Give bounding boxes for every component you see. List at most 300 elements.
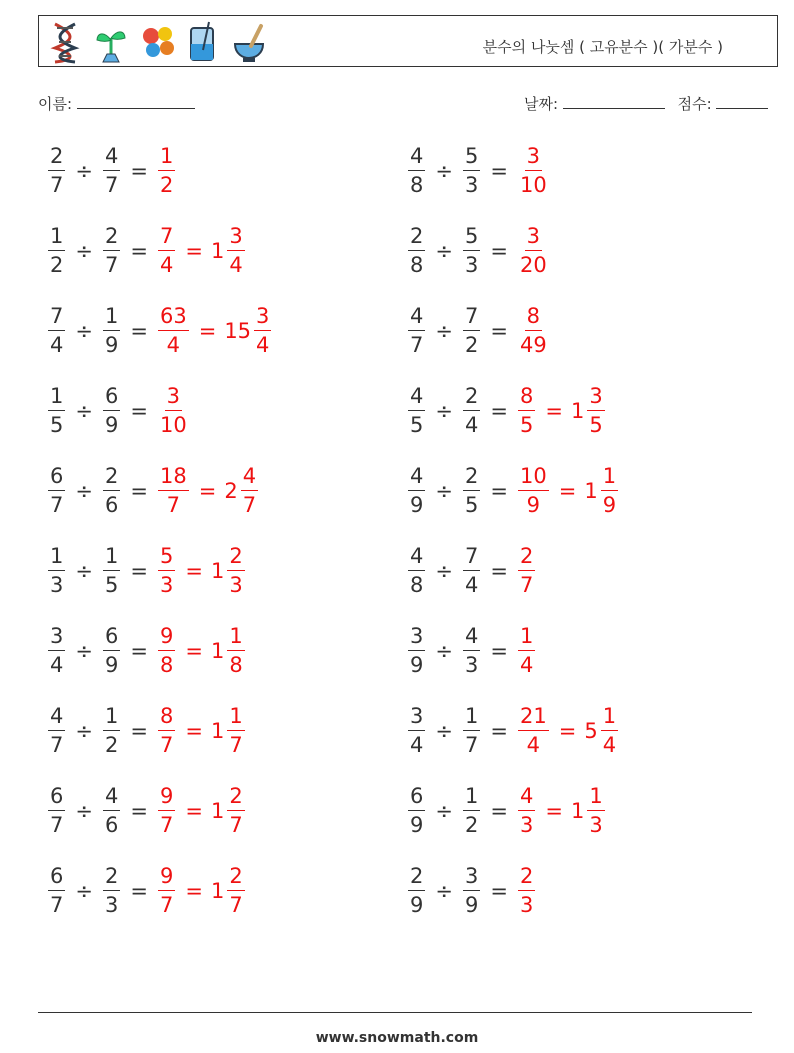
divide-sign: ÷ [75,319,93,343]
header-icons [47,20,267,64]
dividend-fraction-denominator: 7 [50,493,64,517]
equals-sign-answer: = [185,879,203,903]
divisor-fraction [463,466,480,516]
answer-fraction-denominator: 4 [526,733,541,757]
divisor-fraction-denominator: 2 [104,733,119,757]
divisor-fraction-numerator: 1 [103,546,120,571]
mixed-fraction-numerator: 4 [241,466,258,491]
equals-sign-answer: = [185,239,203,263]
equals-sign: = [490,799,508,823]
mixed-whole: 1 [210,799,225,823]
equals-sign: = [130,719,148,743]
problem-13 [46,626,247,676]
dividend-fraction-denominator: 5 [50,413,64,437]
mixed-fraction-numerator: 1 [227,626,244,651]
equals-sign: = [490,479,508,503]
dividend-fraction-numerator: 3 [408,626,425,651]
answer-fraction-numerator: 3 [525,226,542,251]
equals-sign: = [130,559,148,583]
answer-fraction [158,306,189,356]
dividend-fraction-numerator: 4 [408,146,425,171]
problem-15 [46,706,247,756]
mixed-fraction [227,706,244,756]
answer-fraction-denominator: 4 [159,253,174,277]
dividend-fraction [48,466,65,516]
worksheet-title: 분수의 나눗셈 ( 고유분수 )( 가분수 ) [482,38,723,56]
answer-fraction-denominator: 3 [519,813,534,837]
dividend-fraction-numerator: 1 [48,226,65,251]
answer-fraction-denominator: 5 [519,413,534,437]
answer-fraction-numerator: 8 [158,706,175,731]
divide-sign: ÷ [435,559,453,583]
equals-sign: = [130,319,148,343]
dividend-fraction-denominator: 9 [410,493,424,517]
answer-fraction [158,706,175,756]
divisor-fraction-numerator: 1 [463,706,480,731]
divisor-fraction [463,306,480,356]
dividend-fraction-denominator: 7 [50,893,64,917]
mixed-fraction-numerator: 1 [587,786,604,811]
mixed-whole: 1 [570,399,585,423]
answer-fraction [518,226,549,276]
equals-sign: = [130,159,148,183]
problem-12 [406,546,537,596]
mixed-fraction [601,706,618,756]
answer-fraction [518,626,535,676]
problem-11 [46,546,247,596]
answer-fraction [518,146,549,196]
answer-fraction-numerator: 4 [518,786,535,811]
equals-sign-answer: = [185,719,203,743]
answer-fraction-numerator: 10 [518,466,549,491]
dividend-fraction-denominator: 2 [50,253,64,277]
divisor-fraction-numerator: 6 [103,626,120,651]
mixed-fraction [241,466,258,516]
equals-sign: = [490,639,508,663]
equals-sign-answer: = [558,479,577,503]
answer-fraction-denominator: 10 [519,173,547,197]
divide-sign: ÷ [435,399,453,423]
mixed-whole: 1 [210,559,225,583]
answer-fraction [518,466,549,516]
problem-9 [46,466,260,516]
divisor-fraction-denominator: 5 [104,573,119,597]
mixed-fraction-numerator: 3 [254,306,271,331]
mixed-fraction-denominator: 3 [229,573,243,597]
mixed-fraction [601,466,618,516]
problem-19 [46,866,247,916]
dividend-fraction [48,306,65,356]
mixed-whole: 15 [224,319,252,343]
divisor-fraction [103,626,120,676]
dividend-fraction-denominator: 7 [50,813,64,837]
answer-fraction [518,306,549,356]
dividend-fraction-numerator: 6 [48,866,65,891]
dividend-fraction [408,786,425,836]
divisor-fraction [463,146,480,196]
dividend-fraction-denominator: 9 [410,813,424,837]
problem-20 [406,866,537,916]
answer-fraction-numerator: 21 [518,706,549,731]
divide-sign: ÷ [435,879,453,903]
dividend-fraction [408,466,425,516]
dividend-fraction [48,706,65,756]
divisor-fraction [463,786,480,836]
dividend-fraction [408,226,425,276]
dividend-fraction [48,866,65,916]
mixed-fraction-numerator: 1 [601,706,618,731]
answer-fraction [158,626,175,676]
dividend-fraction-numerator: 1 [48,386,65,411]
equals-sign: = [130,639,148,663]
problem-2 [406,146,551,196]
dividend-fraction-numerator: 4 [48,706,65,731]
mixed-fraction [227,226,244,276]
answer-fraction-numerator: 8 [518,386,535,411]
date-field [524,93,768,114]
equals-sign-answer: = [185,799,203,823]
divide-sign: ÷ [75,719,93,743]
divisor-fraction-numerator: 3 [463,866,480,891]
problem-6 [406,306,551,356]
answer-fraction-numerator: 18 [158,466,189,491]
dividend-fraction [48,226,65,276]
name-field [38,93,195,114]
dividend-fraction-denominator: 3 [50,573,64,597]
dividend-fraction [408,706,425,756]
dividend-fraction [48,146,65,196]
equals-sign: = [130,239,148,263]
answer-fraction-numerator: 7 [158,226,175,251]
equals-sign: = [130,399,148,423]
dividend-fraction [408,306,425,356]
mixed-fraction-denominator: 9 [602,493,617,517]
score-label: 점수: [677,95,712,113]
divisor-fraction [463,866,480,916]
dividend-fraction-numerator: 2 [408,226,425,251]
dividend-fraction-denominator: 5 [410,413,424,437]
answer-fraction [158,226,175,276]
divisor-fraction [103,546,120,596]
equals-sign: = [490,879,508,903]
divisor-fraction [103,306,120,356]
dividend-fraction-denominator: 4 [410,733,424,757]
divisor-fraction-denominator: 9 [104,413,119,437]
divisor-fraction [103,386,120,436]
problem-10 [406,466,620,516]
dividend-fraction-numerator: 2 [408,866,425,891]
mixed-fraction [254,306,271,356]
mixed-fraction-denominator: 7 [229,733,243,757]
divisor-fraction-numerator: 6 [103,386,120,411]
answer-fraction-numerator: 1 [518,626,535,651]
dividend-fraction-denominator: 9 [410,893,424,917]
divisor-fraction-denominator: 3 [464,653,479,677]
name-blank[interactable] [77,94,195,109]
equals-sign: = [490,159,508,183]
equals-sign-answer: = [185,639,203,663]
equals-sign: = [130,479,148,503]
divisor-fraction [103,146,120,196]
answer-fraction-numerator: 9 [158,866,175,891]
dividend-fraction-denominator: 7 [50,173,64,197]
answer-fraction-denominator: 3 [159,573,174,597]
dividend-fraction-denominator: 8 [410,173,424,197]
divisor-fraction-denominator: 9 [104,333,119,357]
divide-sign: ÷ [435,639,453,663]
date-label: 날짜: [524,95,559,113]
divisor-fraction-denominator: 2 [464,333,479,357]
divisor-fraction-numerator: 4 [103,786,120,811]
equals-sign: = [490,559,508,583]
answer-fraction-denominator: 7 [159,893,174,917]
divide-sign: ÷ [75,559,93,583]
dividend-fraction-denominator: 4 [50,333,64,357]
dividend-fraction-numerator: 3 [408,706,425,731]
dividend-fraction [408,866,425,916]
answer-fraction [158,546,175,596]
divisor-fraction-denominator: 6 [104,493,119,517]
problem-14 [406,626,537,676]
dividend-fraction-denominator: 7 [410,333,424,357]
dividend-fraction-denominator: 7 [50,733,64,757]
mixed-fraction-denominator: 7 [242,493,257,517]
answer-fraction-denominator: 4 [519,653,534,677]
mixed-whole: 1 [210,239,225,263]
equals-sign: = [490,239,508,263]
molecule-icon [139,20,175,64]
answer-fraction-denominator: 20 [519,253,547,277]
divide-sign: ÷ [435,159,453,183]
dividend-fraction [408,386,425,436]
divisor-fraction [103,706,120,756]
mixed-whole: 1 [584,479,598,503]
divisor-fraction-numerator: 1 [463,786,480,811]
dividend-fraction [408,146,425,196]
divisor-fraction [103,786,120,836]
divisor-fraction-denominator: 4 [464,573,479,597]
answer-fraction-numerator: 9 [158,626,175,651]
problem-1 [46,146,177,196]
dividend-fraction-denominator: 9 [410,653,424,677]
mixed-whole: 1 [210,639,225,663]
answer-fraction-numerator: 1 [158,146,175,171]
mixed-whole: 2 [224,479,238,503]
footer-divider [38,1012,752,1013]
mixed-fraction-numerator: 2 [227,546,244,571]
divisor-fraction-numerator: 1 [103,706,120,731]
dividend-fraction [48,786,65,836]
plant-flask-icon [93,20,129,64]
equals-sign: = [130,879,148,903]
divisor-fraction-denominator: 3 [464,253,479,277]
answer-fraction-numerator: 2 [518,546,535,571]
divide-sign: ÷ [75,399,93,423]
divisor-fraction-denominator: 3 [464,173,479,197]
mixed-fraction-numerator: 3 [587,386,604,411]
score-blank[interactable] [716,94,768,109]
divide-sign: ÷ [435,799,453,823]
problem-5 [46,306,273,356]
mixed-fraction [587,386,604,436]
divisor-fraction-denominator: 9 [104,653,119,677]
divisor-fraction-denominator: 7 [464,733,479,757]
divide-sign: ÷ [75,239,93,263]
dividend-fraction-numerator: 6 [408,786,425,811]
mixed-whole: 5 [584,719,598,743]
mixed-fraction-numerator: 1 [601,466,618,491]
mortar-pestle-icon [231,20,267,64]
divisor-fraction-denominator: 7 [104,173,119,197]
divisor-fraction [103,466,120,516]
answer-fraction-denominator: 8 [159,653,174,677]
dividend-fraction-numerator: 4 [408,546,425,571]
mixed-fraction [227,866,244,916]
problem-17 [46,786,247,836]
dividend-fraction-numerator: 7 [48,306,65,331]
answer-fraction-denominator: 3 [519,893,534,917]
divide-sign: ÷ [435,479,453,503]
dividend-fraction-numerator: 4 [408,466,425,491]
mixed-fraction [587,786,604,836]
answer-fraction-denominator: 7 [159,813,174,837]
divisor-fraction-denominator: 6 [104,813,119,837]
divisor-fraction-denominator: 9 [464,893,479,917]
divide-sign: ÷ [435,319,453,343]
divisor-fraction-numerator: 4 [463,626,480,651]
answer-fraction [518,866,535,916]
divisor-fraction-numerator: 2 [463,466,480,491]
divide-sign: ÷ [75,479,93,503]
dividend-fraction [48,386,65,436]
divisor-fraction [463,626,480,676]
mixed-fraction-denominator: 3 [589,813,603,837]
mixed-fraction [227,786,244,836]
divisor-fraction [463,546,480,596]
divisor-fraction-numerator: 2 [103,226,120,251]
mixed-fraction-numerator: 2 [227,786,244,811]
answer-fraction [158,386,189,436]
answer-fraction [158,146,175,196]
problem-18 [406,786,607,836]
answer-fraction-denominator: 2 [159,173,174,197]
divide-sign: ÷ [75,639,93,663]
dividend-fraction-denominator: 8 [410,573,424,597]
divisor-fraction-numerator: 1 [103,306,120,331]
answer-fraction-numerator: 3 [165,386,182,411]
dividend-fraction-numerator: 2 [48,146,65,171]
dividend-fraction-numerator: 1 [48,546,65,571]
answer-fraction-denominator: 7 [166,493,181,517]
answer-fraction-denominator: 4 [166,333,181,357]
divisor-fraction-numerator: 2 [103,866,120,891]
answer-fraction-numerator: 8 [525,306,542,331]
answer-fraction [518,546,535,596]
problem-16 [406,706,620,756]
equals-sign: = [490,719,508,743]
dividend-fraction [408,626,425,676]
divisor-fraction-denominator: 5 [464,493,479,517]
answer-fraction-numerator: 5 [158,546,175,571]
divisor-fraction-denominator: 3 [104,893,119,917]
equals-sign-answer: = [545,799,563,823]
beaker-icon [185,20,221,64]
date-blank[interactable] [563,94,665,109]
answer-fraction-denominator: 7 [159,733,174,757]
answer-fraction [158,786,175,836]
dividend-fraction-numerator: 4 [408,306,425,331]
problem-7 [46,386,191,436]
equals-sign: = [490,399,508,423]
divisor-fraction-numerator: 5 [463,146,480,171]
mixed-fraction-denominator: 7 [229,813,243,837]
divisor-fraction-denominator: 7 [104,253,119,277]
divisor-fraction [103,866,120,916]
divide-sign: ÷ [75,879,93,903]
answer-fraction-numerator: 3 [525,146,542,171]
dividend-fraction-numerator: 6 [48,466,65,491]
divisor-fraction-numerator: 2 [463,386,480,411]
divide-sign: ÷ [75,799,93,823]
mixed-fraction [227,546,244,596]
equals-sign: = [490,319,508,343]
dividend-fraction-denominator: 4 [50,653,64,677]
footer-site: www.snowmath.com [315,1030,479,1046]
dividend-fraction [408,546,425,596]
dividend-fraction-denominator: 8 [410,253,424,277]
answer-fraction-numerator: 2 [518,866,535,891]
dividend-fraction-numerator: 4 [408,386,425,411]
dividend-fraction [48,546,65,596]
mixed-fraction-numerator: 2 [227,866,244,891]
problem-3 [46,226,247,276]
problem-4 [406,226,551,276]
dividend-fraction-numerator: 3 [48,626,65,651]
equals-sign-answer: = [185,559,203,583]
answer-fraction [518,706,549,756]
mixed-fraction-denominator: 4 [229,253,243,277]
divisor-fraction-denominator: 4 [464,413,479,437]
divisor-fraction-denominator: 2 [464,813,479,837]
mixed-fraction-denominator: 4 [256,333,270,357]
mixed-fraction-numerator: 1 [227,706,244,731]
mixed-fraction-numerator: 3 [227,226,244,251]
divisor-fraction [463,706,480,756]
answer-fraction-numerator: 63 [158,306,189,331]
equals-sign-answer: = [198,319,217,343]
mixed-fraction-denominator: 4 [602,733,617,757]
answer-fraction-denominator: 7 [519,573,534,597]
divisor-fraction-numerator: 7 [463,546,480,571]
mixed-whole: 1 [570,799,585,823]
answer-fraction-denominator: 49 [519,333,547,357]
divisor-fraction [463,386,480,436]
divide-sign: ÷ [435,239,453,263]
equals-sign-answer: = [558,719,577,743]
dividend-fraction [48,626,65,676]
name-label: 이름: [38,95,73,113]
equals-sign-answer: = [198,479,217,503]
divisor-fraction [463,226,480,276]
divisor-fraction [103,226,120,276]
worksheet-header [38,15,778,67]
answer-fraction-denominator: 9 [526,493,541,517]
divide-sign: ÷ [435,719,453,743]
answer-fraction-numerator: 9 [158,786,175,811]
mixed-fraction-denominator: 7 [229,893,243,917]
divisor-fraction-numerator: 5 [463,226,480,251]
answer-fraction [518,786,535,836]
